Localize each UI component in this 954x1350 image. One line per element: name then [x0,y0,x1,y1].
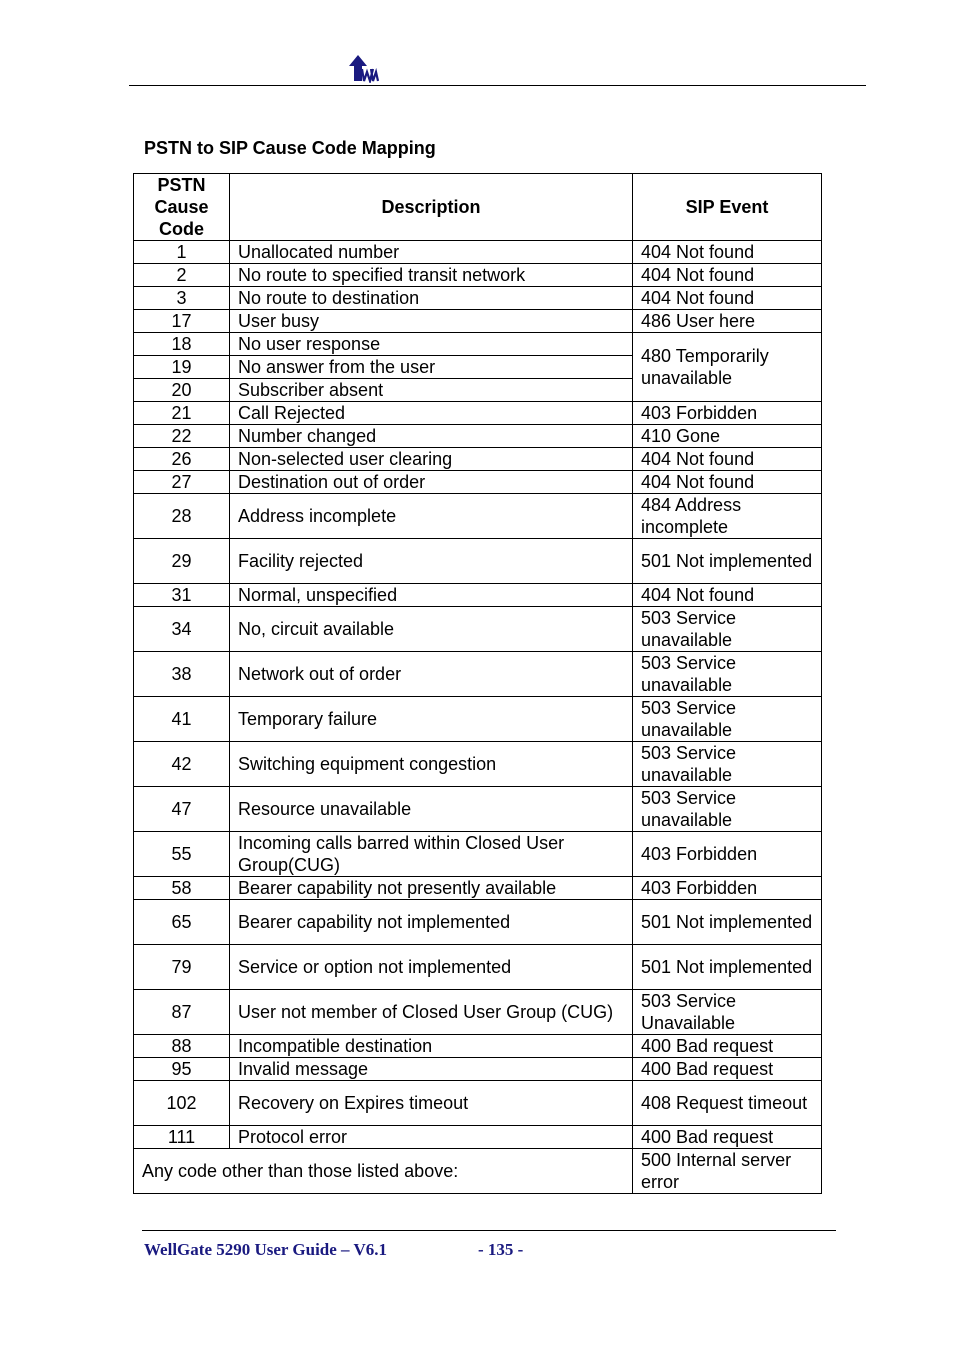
cell-event: 503 Service unavailable [633,742,822,787]
page-number: - 135 - [478,1240,524,1259]
cell-code: 26 [134,448,230,471]
cell-description: Incoming calls barred within Closed User Group(CUG) [230,832,633,877]
cell-description: Switching equipment congestion [230,742,633,787]
cell-description: No answer from the user [230,356,633,379]
cell-event: 410 Gone [633,425,822,448]
cell-description: No route to destination [230,287,633,310]
cell-code: 28 [134,494,230,539]
cell-code: 47 [134,787,230,832]
cell-event: 400 Bad request [633,1058,822,1081]
table-row [134,1081,822,1126]
cell-event: 503 Service unavailable [633,607,822,652]
cell-description: Address incomplete [230,494,633,539]
table-row [134,264,822,287]
cell-event: 404 Not found [633,471,822,494]
cell-code: 41 [134,697,230,742]
cell-description: Non-selected user clearing [230,448,633,471]
cell-code: 55 [134,832,230,877]
cell-code: 111 [134,1126,230,1149]
cell-event: 503 Service Unavailable [633,990,822,1035]
header-event: SIP Event [633,174,822,241]
table-row [134,832,822,877]
cell-code: 79 [134,945,230,990]
header-rule [129,85,866,86]
table-row [134,471,822,494]
cell-code: 27 [134,471,230,494]
table-row [134,287,822,310]
footer-rule [142,1230,836,1231]
cell-code: 2 [134,264,230,287]
cell-code: 88 [134,1035,230,1058]
table-row [134,742,822,787]
cell-code: 19 [134,356,230,379]
table-row [134,494,822,539]
cell-description: Call Rejected [230,402,633,425]
table-row [134,584,822,607]
cell-fallback-event: 500 Internal server error [633,1149,822,1194]
table-row [134,1035,822,1058]
table-row [134,310,822,333]
cell-description: Subscriber absent [230,379,633,402]
table-row [134,607,822,652]
table-row [134,539,822,584]
cell-description: User busy [230,310,633,333]
cell-code: 38 [134,652,230,697]
cell-description: Network out of order [230,652,633,697]
cell-description: No user response [230,333,633,356]
cell-event: 404 Not found [633,287,822,310]
table-row [134,333,822,356]
cell-description: Destination out of order [230,471,633,494]
cell-code: 34 [134,607,230,652]
table-row-fallback [134,1149,822,1194]
cell-code: 3 [134,287,230,310]
company-logo-icon [349,55,379,83]
cell-description: Service or option not implemented [230,945,633,990]
cell-code: 1 [134,241,230,264]
table-row [134,402,822,425]
table-row [134,1058,822,1081]
cell-event: 403 Forbidden [633,832,822,877]
table-row [134,990,822,1035]
cell-code: 21 [134,402,230,425]
cell-event: 400 Bad request [633,1035,822,1058]
cell-event: 503 Service unavailable [633,652,822,697]
cell-event: 408 Request timeout [633,1081,822,1126]
footer-title: WellGate 5290 User Guide – V6.1 [144,1240,388,1259]
cell-event: 404 Not found [633,241,822,264]
cell-description: Invalid message [230,1058,633,1081]
cell-event: 501 Not implemented [633,900,822,945]
cause-code-mapping-table [133,173,822,1194]
cell-description: User not member of Closed User Group (CUG) [230,990,633,1035]
cell-code: 42 [134,742,230,787]
cell-description: Recovery on Expires timeout [230,1081,633,1126]
table-row [134,448,822,471]
table-row [134,652,822,697]
cell-event: 503 Service unavailable [633,787,822,832]
table-row [134,697,822,742]
table-row [134,787,822,832]
cell-event: 403 Forbidden [633,402,822,425]
cell-fallback-description: Any code other than those listed above: [134,1149,633,1194]
cell-code: 18 [134,333,230,356]
cell-description: Incompatible destination [230,1035,633,1058]
cell-description: Facility rejected [230,539,633,584]
table-row [134,877,822,900]
table-row [134,241,822,264]
table-row [134,1126,822,1149]
cell-event: 400 Bad request [633,1126,822,1149]
cell-description: Unallocated number [230,241,633,264]
cell-code: 31 [134,584,230,607]
table-row [134,425,822,448]
section-title: PSTN to SIP Cause Code Mapping [144,138,436,158]
cell-event: 503 Service unavailable [633,697,822,742]
cell-event: 501 Not implemented [633,945,822,990]
table-row [134,945,822,990]
cell-description: Protocol error [230,1126,633,1149]
cell-event: 484 Address incomplete [633,494,822,539]
cell-description: No route to specified transit network [230,264,633,287]
cell-code: 87 [134,990,230,1035]
cell-description: Bearer capability not presently available [230,877,633,900]
cell-code: 20 [134,379,230,402]
cell-code: 95 [134,1058,230,1081]
cell-description: No, circuit available [230,607,633,652]
cell-code: 22 [134,425,230,448]
table-header-row [134,174,822,241]
cell-event: 404 Not found [633,448,822,471]
cell-description: Normal, unspecified [230,584,633,607]
cell-event: 404 Not found [633,584,822,607]
cell-event: 486 User here [633,310,822,333]
cell-code: 102 [134,1081,230,1126]
cell-code: 65 [134,900,230,945]
header-description: Description [230,174,633,241]
cell-description: Bearer capability not implemented [230,900,633,945]
cell-code: 29 [134,539,230,584]
cell-description: Temporary failure [230,697,633,742]
cell-event: 404 Not found [633,264,822,287]
cell-event: 403 Forbidden [633,877,822,900]
cell-description: Resource unavailable [230,787,633,832]
table-row [134,900,822,945]
cell-description: Number changed [230,425,633,448]
cell-code: 58 [134,877,230,900]
cell-event: 501 Not implemented [633,539,822,584]
cell-code: 17 [134,310,230,333]
header-code: PSTN Cause Code [134,174,230,241]
cell-event-merged: 480 Temporarily unavailable [633,333,822,402]
